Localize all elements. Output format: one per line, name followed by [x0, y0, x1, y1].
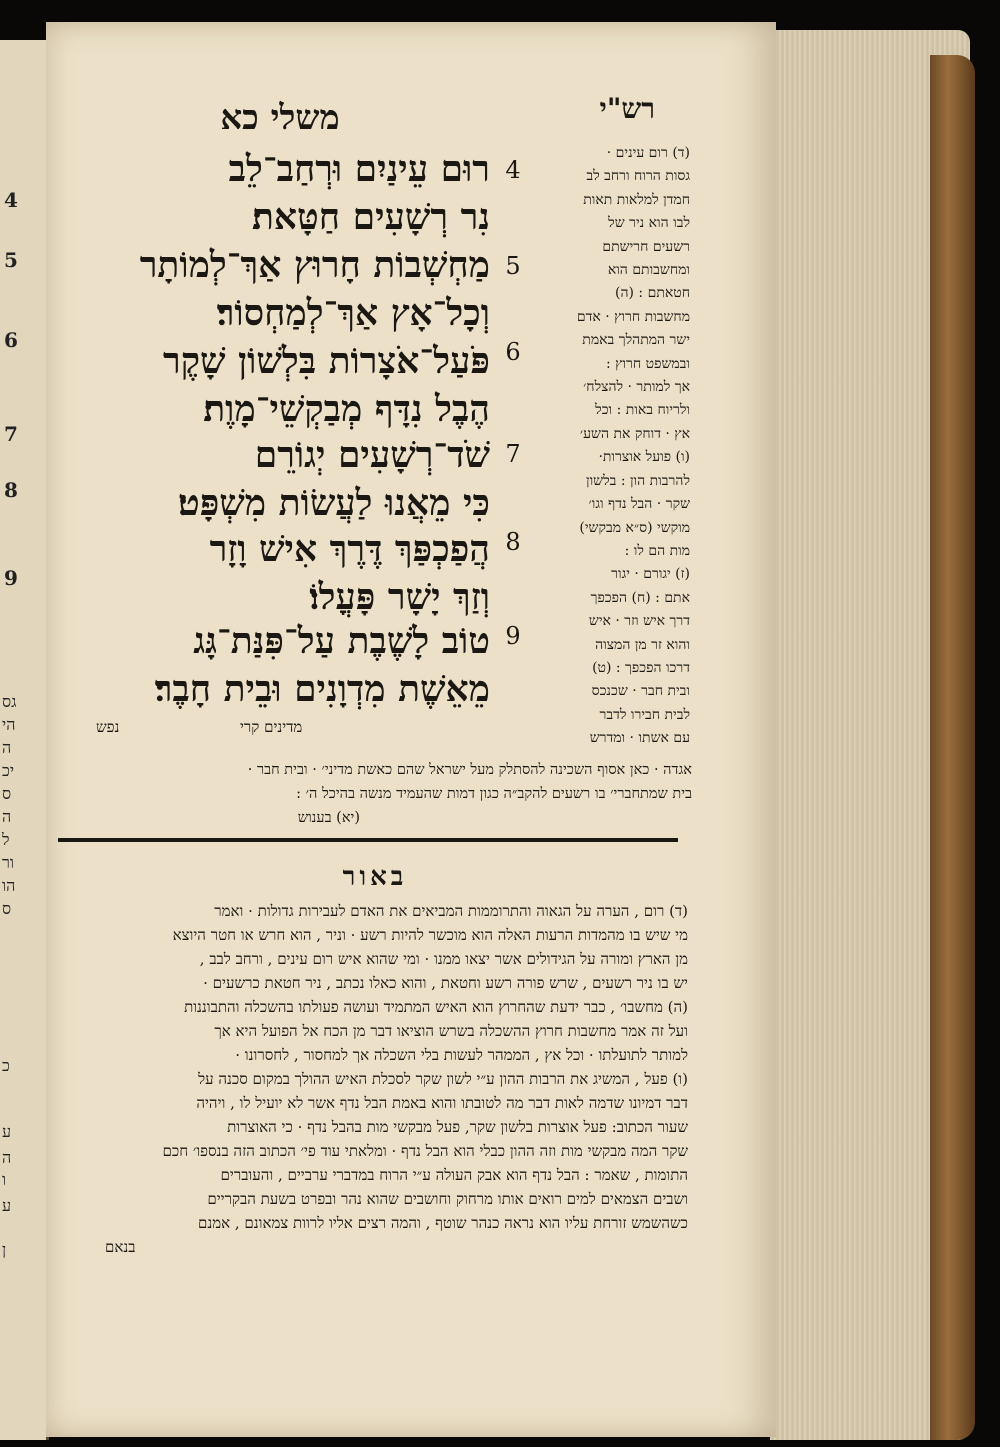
- previous-page-edge: [0, 40, 49, 1440]
- beur-line: ועל זה אמר מחשבות חרוץ ההשכלה בשרש הוציאו דבר מן הכח אל הפועל היא אך: [214, 1022, 688, 1040]
- verse-number: 9: [505, 622, 521, 650]
- margin-fragment: ל: [2, 830, 10, 849]
- page-title: משלי כא: [220, 98, 340, 138]
- margin-fragment: כ: [2, 1056, 10, 1075]
- rashi-commentary: [518, 142, 690, 751]
- margin-fragment: ה: [2, 807, 12, 826]
- beur-line: כשהשמש זורחת עליו הוא נראה כנהר שוטף , והמה רצים אליו לרוות צמאונם , אמנם: [198, 1214, 688, 1232]
- beur-line: ושבים הצמאים למים רואים אותו מרחוק וחושבים שהוא נהר ובפרט בשעת הבקריים: [207, 1190, 688, 1208]
- rashi-line: ובמשפט חרוץ :: [606, 355, 690, 372]
- beur-line: שעור הכתוב: פעל אוצרות בלשון שקר, פעל מבקשי מות בהבל נדף · כי האוצרות: [227, 1118, 688, 1136]
- beur-heading: באור: [342, 862, 408, 892]
- rashi-line: ומחשבותם הוא: [607, 262, 690, 279]
- verse-line: וְזַךְ יָשָׁר פָּעֳלוֹ׃: [309, 576, 490, 618]
- rashi-line: ולריוח באות : וכל: [595, 402, 690, 419]
- beur-line: יש בו ניר רשעים , שרש פורה רשע וחטאת , והוא כאלו נכתב , ניר חטאת כרשעים ·: [203, 974, 688, 992]
- rashi-line: גסות הרוח ורחב לב: [586, 168, 690, 185]
- beur-line: התומות , שאמר : הבל נדף הוא אבק העולה ע״י הרוח במדברי ערביים , והעוברים: [220, 1166, 688, 1184]
- verse-number: 6: [505, 338, 521, 366]
- rashi-line: לבית חבירו לדבר: [599, 706, 690, 723]
- margin-number: 5: [4, 248, 18, 272]
- verse-line: נִר רְשָׁעִים חַטָּאת׃: [251, 196, 490, 238]
- margin-fragment: ס: [2, 784, 12, 803]
- rashi-line: מחשבות חרוץ · אדם: [576, 308, 690, 325]
- margin-number: 4: [4, 188, 18, 212]
- rashi-line: חטאתם : (ה): [614, 285, 690, 302]
- verse-line: וְכָל־אָץ אַךְ־לְמַחְסוֹר׃: [216, 292, 490, 334]
- verse-line: שֹׁד־רְשָׁעִים יְגוֹרֵם: [254, 434, 490, 476]
- margin-fragment: ה: [2, 738, 12, 757]
- verse-line: כִּי מֵאֲנוּ לַעֲשׂוֹת מִשְׁפָּט׃: [177, 482, 490, 524]
- verse-line: הֲפַכְפַּךְ דֶּרֶךְ אִישׁ וָזָר: [209, 528, 490, 570]
- rashi-line: ובית חבר · שכנכס: [591, 683, 690, 700]
- beur-line: למותר לתועלתו · וכל אץ , הממהר לעשות בלי השכלה אך למחסור , לחסרונו ·: [235, 1046, 688, 1064]
- rashi-line: אץ · דוחק את השע׳: [579, 425, 690, 442]
- verse-line: רוּם עֵינַיִם וּרְחַב־לֵב: [228, 148, 490, 190]
- rashi-line: להרבות הון : בלשון: [586, 472, 690, 489]
- rashi-line: והוא זר מן המצוה: [595, 636, 690, 653]
- rashi-line: מוקשי (ס״א מבקשי): [579, 519, 690, 536]
- midrash-note-line: אגדה · כאן אסוף השכינה להסתלק מעל ישראל שהם כאשת מדיני׳ · ובית חבר ·: [247, 762, 692, 778]
- beur-line: מי שיש בו מהמדות הרעות האלה הוא מוכשר להיות רשע · וניר , הוא חרש או חטר היוצא: [172, 926, 688, 944]
- beur-line: (ו) פעל , המשיג את הרבות ההון ע״י לשון שקר לסכלת האיש ההולך במקום סכנה על: [198, 1070, 688, 1088]
- margin-number: 9: [4, 566, 18, 590]
- margin-fragment: ע: [2, 1196, 12, 1215]
- margin-fragment: ו: [2, 1170, 7, 1189]
- beur-line: (ד) רום , הערה על הגאוה והתרוממות המביאים את האדם לעבירות גדולות · ואמר: [214, 902, 688, 920]
- verse-line: טוֹב לָשֶׁבֶת עַל־פִּנַּת־גָּג: [193, 620, 490, 662]
- margin-fragment: גס: [2, 692, 17, 711]
- margin-fragment: ס: [2, 899, 12, 918]
- margin-fragment: הו: [2, 876, 16, 895]
- rashi-header: רש"י: [599, 92, 655, 125]
- rashi-line: אך למותר · להצלח׳: [583, 379, 690, 396]
- verse-line: מֵאֵשֶׁת מִדְוָנִים וּבֵית חָבֶר׃: [154, 668, 490, 710]
- margin-fragment: ור: [2, 853, 14, 872]
- rashi-line: רשעים חרישתם: [602, 238, 690, 255]
- margin-number: 6: [4, 328, 18, 352]
- rashi-line: (ד) רום עינים ·: [606, 145, 690, 161]
- verse-number: 8: [505, 528, 521, 556]
- rashi-line: מות הם לו :: [624, 542, 690, 559]
- verse-line: הֶבֶל נִדָּף מְבַקְשֵׁי־מָוֶת׃: [203, 388, 490, 430]
- beur-line: שקר המה מבקשי מות וזה ההון כבלי הוא הבל נדף · ומלאתי עוד פי׳ הכתוב הזה בנספו׳ חכם: [162, 1142, 688, 1160]
- beur-line: (ה) מחשבו׳ , כבר ידעת שהחרוץ הוא האיש המתמיד ועושה פעולתו בהשכלה והתבוננות: [184, 998, 688, 1016]
- margin-fragment: ה: [2, 1148, 12, 1167]
- rashi-line: עם אשתו · ומדרש: [589, 730, 690, 747]
- beur-line: דבר דמיונו שדמה לאות דבר מה לטובתו והוא באמת הבל נדף אשר לא יועיל לו , ויהיה: [196, 1094, 688, 1112]
- margin-number: 8: [4, 478, 18, 502]
- section-marker: (יא) בענוש: [297, 810, 360, 826]
- verse-line: פֹּעַל־אֹצָרוֹת בִּלְשׁוֹן שָׁקֶר: [163, 340, 490, 382]
- margin-fragment: ע: [2, 1122, 12, 1141]
- qere-note: נפש: [96, 718, 120, 736]
- beur-line: מן הארץ ומורה על הגידולים אשר יצאו ממנו · ומי שהוא איש רום עינים , ורחב לבב ,: [199, 950, 688, 968]
- rashi-line: (ז) יגורם · יגור: [611, 566, 690, 583]
- book-cover: [930, 55, 975, 1440]
- qere-note: מדינים קרי: [240, 718, 303, 736]
- catchword: בנאם: [105, 1238, 136, 1256]
- rashi-line: שקר · הבל נדף וגו׳: [588, 496, 690, 513]
- divider: [58, 838, 678, 842]
- rashi-line: חמדן למלאות תאות: [583, 191, 690, 208]
- margin-fragment: ן: [2, 1240, 7, 1259]
- verse-number: 5: [505, 252, 521, 280]
- midrash-note-line: בית שמתחברי׳ בו רשעים להקב״ה כגון דמות שהעמיד מנשה בהיכל ה׳ :: [296, 786, 692, 802]
- rashi-line: דרכו הפכפך : (ט): [592, 659, 690, 676]
- rashi-line: אתם : (ח) הפכפך: [590, 589, 690, 606]
- rashi-line: ישר המתהלך באמת: [582, 332, 690, 349]
- verse-line: מַחְשְׁבוֹת חָרוּץ אַךְ־לְמוֹתָר: [139, 244, 490, 286]
- margin-fragment: יכ: [2, 761, 15, 780]
- verse-number: 4: [505, 156, 521, 184]
- margin-number: 7: [4, 422, 18, 446]
- margin-fragment: הי: [2, 715, 16, 734]
- rashi-line: (ו) פועל אוצרות·: [598, 449, 690, 466]
- rashi-line: לבו הוא ניר של: [608, 215, 690, 232]
- rashi-line: דרך איש וזר · איש: [588, 613, 690, 630]
- verse-number: 7: [505, 440, 521, 468]
